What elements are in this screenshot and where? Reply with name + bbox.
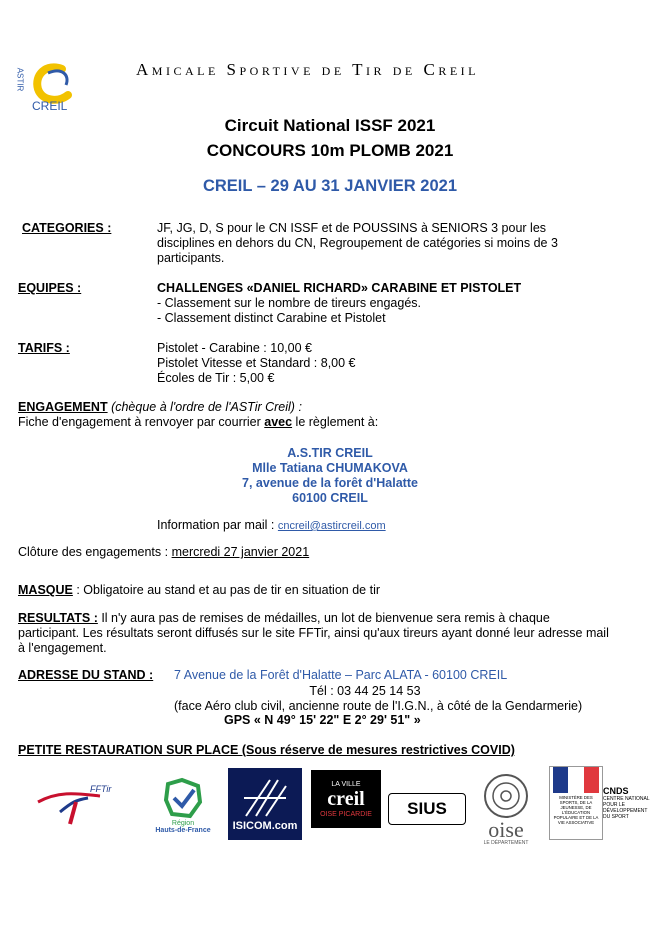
email-link[interactable]: cncreil@astircreil.com [277,520,386,532]
tarif-line: Pistolet Vitesse et Standard : 8,00 € [157,356,356,370]
astir-logo [15,55,78,117]
equipes-title: CHALLENGES «DANIEL RICHARD» CARABINE ET PISTOLET [157,281,522,295]
cnds-sub: CENTRE NATIONAL POUR LE DÉVELOPPEMENT DU SPORT [603,796,650,820]
region-label-bottom: Hauts-de-France [155,827,211,834]
resultats-label: RESULTATS : [18,611,98,625]
equipes-line: - Classement sur le nombre de tireurs engagés. [157,296,422,310]
stand-address: 7 Avenue de la Forêt d'Halatte – Parc ALATA - 60100 CREIL [174,668,508,682]
oise-sub: LE DÉPARTEMENT [483,840,529,846]
engagement-heading [18,400,302,415]
club-name: Amicale Sportive de Tir de Creil [136,60,479,79]
oise-logo [474,768,538,850]
address-line: A.S.TIR CREIL [287,446,373,460]
masque-label: MASQUE [18,583,73,597]
engagement-address [0,446,660,506]
title-line2: CONCOURS 10m PLOMB 2021 [206,141,454,160]
engagement-line-start: Fiche d'engagement à renvoyer par courrier [18,415,265,429]
cloture-label: Clôture des engagements : [18,545,172,559]
tarif-line: Écoles de Tir : 5,00 € [157,371,275,385]
cloture [18,545,309,560]
categories-label: CATEGORIES : [22,221,112,235]
categories-line: participants. [157,251,225,265]
sius-label: SIUS [407,799,447,818]
engagement-label: ENGAGEMENT [18,400,108,414]
restauration: PETITE RESTAURATION SUR PLACE (Sous réserve de mesures restrictives COVID) [18,743,515,757]
region-label-top: Région [171,820,195,827]
equipes-line: - Classement distinct Carabine et Pistolet [157,311,386,325]
fftir-logo-text: FFTir [90,784,112,794]
astir-logo-text: ASTIR [15,67,25,92]
resultats-line: à l'engagement. [18,641,107,655]
creil-logo [311,770,381,828]
stand-phone: Tél : 03 44 25 14 53 [309,684,421,698]
resultats-line: Il n'y aura pas de remises de médailles, un lot de bienvenue sera remis à chaque [97,611,550,625]
ministere-logo [549,766,603,840]
creil-logo-small: LA VILLE [331,780,361,788]
sius-logo [388,793,466,825]
stand-label: ADRESSE DU STAND : [18,668,154,682]
title-dates: CREIL – 29 AU 31 JANVIER 2021 [202,177,458,195]
resultats [18,611,648,656]
fftir-logo-graphic [30,772,130,834]
masque [18,583,380,598]
fftir-logo [30,772,130,834]
address-line: 60100 CREIL [292,491,368,505]
engagement-avec: avec [264,415,293,429]
ministere-label: MINISTÈRE DES SPORTS, DE LA JEUNESSE, DE L'ÉDUCATION POPULAIRE ET DE LA VIE ASSOCIATIVE [553,795,599,825]
address-line: 7, avenue de la forêt d'Halatte [242,476,418,490]
equipes-label: EQUIPES : [18,281,82,295]
categories-line: disciplines en dehors du CN, Regroupement de catégories si moins de 3 [157,236,558,250]
stand-gps: GPS « N 49° 15' 22" E 2° 29' 51" » [224,713,421,727]
engagement-line-end: le règlement à: [292,415,379,429]
oise-label: oise [488,817,524,842]
resultats-line: participant. Les résultats seront diffusés sur le site FFTir, ainsi qu'aux tireurs ayant donné leur adresse mail [18,626,609,640]
tarifs-text [157,341,356,386]
engagement-info [157,518,386,534]
masque-text: : Obligatoire au stand et au pas de tir en situation de tir [72,583,381,597]
categories-line: JF, JG, D, S pour le CN ISSF et de POUSSINS à SENIORS 3 pour les [157,221,547,235]
cloture-date: mercredi 27 janvier 2021 [171,545,310,559]
engagement-line [18,415,378,430]
creil-logo-sub: OISE PICARDIE [320,810,372,818]
tarifs-label: TARIFS : [18,341,70,355]
stand-location: (face Aéro club civil, ancienne route de l'I.G.N., à côté de la Gendarmerie) [174,699,583,713]
isicom-logo [228,768,302,840]
engagement-note: (chèque à l'ordre de l'ASTir Creil) : [107,400,302,414]
title-line1: Circuit National ISSF 2021 [224,116,436,135]
creil-logo-name: creil [327,787,365,810]
tarif-line: Pistolet - Carabine : 10,00 € [157,341,312,355]
categories-text [157,221,558,266]
cnds-logo [603,786,653,836]
region-map-icon [160,776,206,820]
isicom-label: ISICOM.com [232,820,298,832]
equipes-text [157,281,521,326]
oise-emblem-icon [480,772,532,820]
info-label: Information par mail : [157,518,278,532]
address-line: Mlle Tatiana CHUMAKOVA [252,461,408,475]
isicom-emblem-icon [240,776,290,820]
creil-logo-text: CREIL [32,99,68,113]
cnds-label: CNDS [603,786,629,796]
region-logo [148,770,218,840]
marianne-flag-icon [553,767,599,793]
